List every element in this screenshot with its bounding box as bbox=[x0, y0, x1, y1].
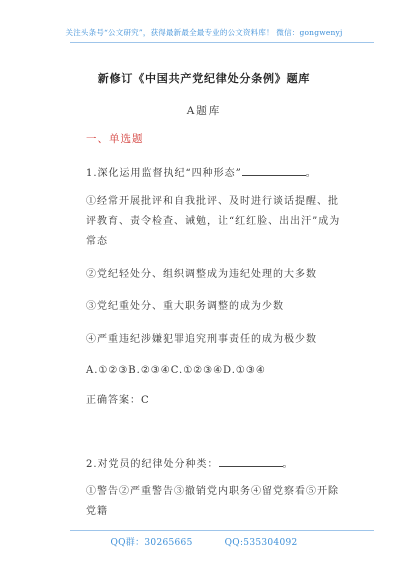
question-2-stem-text: 2.对党员的纪律处分种类： bbox=[86, 459, 219, 470]
footer-contact bbox=[0, 535, 408, 548]
footer-qq-number: QQ:535304092 bbox=[224, 538, 298, 548]
question-1-stem-end: 。 bbox=[305, 168, 317, 179]
document-title: 新修订《中国共产党纪律处分条例》题库 bbox=[97, 72, 311, 85]
footer-qq-group: QQ群：30265665 bbox=[110, 538, 193, 548]
question-2-blank bbox=[219, 456, 283, 467]
question-2-stem-end: 。 bbox=[282, 459, 294, 470]
section-title: 一、单选题 bbox=[86, 133, 144, 145]
question-1-option-1: ①经常开展批评和自我批评、及时进行谈话提醒、批评教育、责令检查、诫勉，让“红红脸、出出汗”成为常态 bbox=[86, 196, 341, 247]
question-2-option-1: ①警告②严重警告③撤销党内职务④留党察看⑤开除党籍 bbox=[86, 486, 339, 517]
question-2-stem bbox=[86, 456, 294, 472]
question-1-option-4: ④严重违纪涉嫌犯罪追究刑事责任的成为极少数 bbox=[86, 334, 317, 345]
question-1-choices: A.①②③B.②③④C.①②③④D.①③④ bbox=[86, 365, 266, 376]
question-1-option-3: ③党纪重处分、重大职务调整的成为少数 bbox=[86, 301, 284, 312]
question-1-blank bbox=[242, 165, 306, 176]
document-subtitle: A题库 bbox=[186, 105, 222, 117]
header-banner: 关注头条号“公文研究”，获得最新最全最专业的公文资料库！ 微信：gongwenyj bbox=[65, 28, 343, 37]
question-1-stem-text: 1.深化运用监督执纪“四种形态” bbox=[86, 168, 242, 179]
question-1-option-2: ②党纪轻处分、组织调整成为违纪处理的大多数 bbox=[86, 269, 317, 280]
question-1-stem bbox=[86, 165, 317, 181]
footer-divider bbox=[70, 530, 374, 531]
header-divider bbox=[70, 42, 374, 43]
question-1-answer: 正确答案：C bbox=[86, 395, 150, 406]
